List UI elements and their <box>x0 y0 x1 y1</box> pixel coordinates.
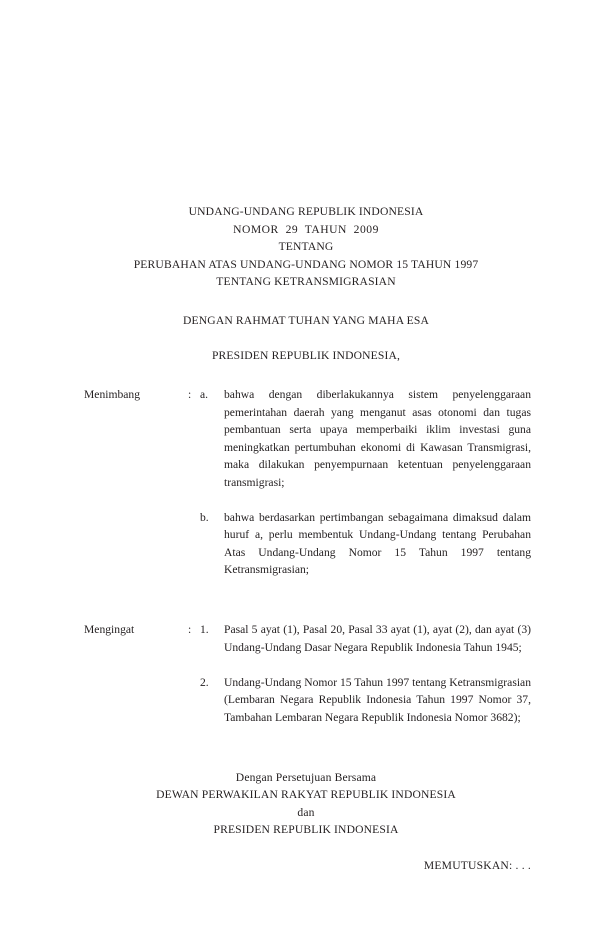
clause-item-text: Pasal 5 ayat (1), Pasal 20, Pasal 33 ayat (1), ayat (2), dan ayat (3) Undang-Undang Dasar Negara Republik Indonesia Tahun 1945; <box>224 623 531 654</box>
clause-menimbang <box>84 386 531 579</box>
closing-line-agreement: Dengan Persetujuan Bersama <box>235 771 377 784</box>
closing-line-presiden: PRESIDEN REPUBLIK INDONESIA <box>213 823 399 836</box>
clause-item-row <box>84 674 531 727</box>
title-line-number: NOMOR 29 TAHUN 2009 <box>233 222 379 236</box>
closing-line-dpr: DEWAN PERWAKILAN RAKYAT REPUBLIK INDONESIA <box>156 788 456 801</box>
clause-item-row <box>84 621 531 656</box>
clause-item-marker: 1. <box>200 623 209 636</box>
preamble-presiden: PRESIDEN REPUBLIK INDONESIA, <box>211 349 401 362</box>
clause-label-menimbang: Menimbang <box>84 388 141 401</box>
clause-item-row <box>84 386 531 491</box>
preamble-rahmat: DENGAN RAHMAT TUHAN YANG MAHA ESA <box>183 314 429 327</box>
clause-colon: : <box>188 388 192 401</box>
clause-item-marker: a. <box>200 388 209 401</box>
clause-item-text: Undang-Undang Nomor 15 Tahun 1997 tentang Ketransmigrasian (Lembaran Negara Republik Indonesia Tahun 1997 Nomor 37, Tambahan Lembaran Negara Republik Indonesia Nomor 3682); <box>224 675 531 724</box>
document-title-block <box>0 203 612 291</box>
title-line-subject: PERUBAHAN ATAS UNDANG-UNDANG NOMOR 15 TAHUN 1997 <box>133 257 479 271</box>
title-line-tentang: TENTANG <box>278 240 334 253</box>
clause-item-text: bahwa berdasarkan pertimbangan sebagaimana dimaksud dalam huruf a, perlu membentuk Undang-Undang tentang Perubahan Atas Undang-Undang Nomor 15 Tahun 1997 tentang Ketransmigrasian; <box>224 510 531 576</box>
memutuskan-line: MEMUTUSKAN: . . . <box>423 859 531 872</box>
clause-item-row <box>84 509 531 579</box>
title-line-law-type: UNDANG-UNDANG REPUBLIK INDONESIA <box>188 205 424 218</box>
clause-mengingat <box>84 621 531 726</box>
title-line-subject-cont: TENTANG KETRANSMIGRASIAN <box>216 275 396 288</box>
closing-line-dan: dan <box>297 806 315 819</box>
clause-item-text: bahwa dengan diberlakukannya sistem penyelenggaraan pemerintahan daerah yang menganut asas otonomi dan tugas pembantuan serta upaya memperbaiki iklim investasi guna meningkatkan pertumbuhan ekonomi di Kawasan Transmigrasi, maka dilakukan penyempurnaan ketentuan penyelenggaraan transmigrasi; <box>224 388 531 489</box>
clause-item-marker: 2. <box>200 675 209 689</box>
clause-label-mengingat: Mengingat <box>84 623 135 636</box>
clause-colon: : <box>188 623 192 636</box>
clause-item-marker: b. <box>200 510 209 524</box>
